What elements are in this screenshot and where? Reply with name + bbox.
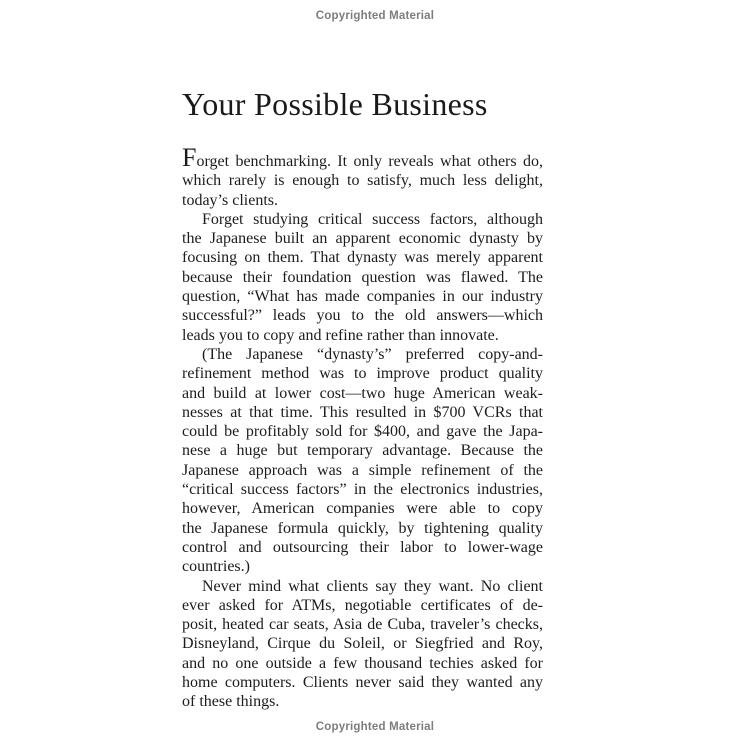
text-line: Disneyland, Cirque du Soleil, or Siegfried and Roy, bbox=[182, 635, 543, 653]
text-line: countries.) bbox=[182, 558, 250, 576]
text-line: the Japanese formula quickly, by tightening quality bbox=[182, 519, 543, 537]
text-line: Forget studying critical success factors, although bbox=[202, 210, 543, 228]
paragraph bbox=[182, 345, 543, 577]
text-line: however, American companies were able to copy bbox=[182, 500, 543, 518]
text-line: Japanese approach was a simple refinement of the bbox=[182, 461, 543, 479]
text-line: “critical success factors” in the electronics industries, bbox=[182, 481, 543, 499]
text-line: (The Japanese “dynasty’s” preferred copy-and- bbox=[202, 345, 543, 363]
text-line: today’s clients. bbox=[182, 191, 278, 209]
initial-cap: F bbox=[182, 143, 197, 172]
text-line: ever asked for ATMs, negotiable certificates of de- bbox=[182, 596, 543, 614]
text-line: because their foundation question was flawed. The bbox=[182, 268, 543, 286]
text-line: refinement method was to improve product quality bbox=[182, 365, 543, 383]
text-line: and no one outside a few thousand techies asked for bbox=[182, 654, 543, 672]
text-line: nese a huge but temporary advantage. Because the bbox=[182, 442, 543, 460]
text-line: question, “What has made companies in our industry bbox=[182, 288, 543, 306]
text-line: home computers. Clients never said they wanted any bbox=[182, 674, 543, 692]
copyright-notice-bottom: Copyrighted Material bbox=[315, 721, 435, 733]
text-line: focusing on them. That dynasty was merely apparent bbox=[182, 249, 543, 267]
text-line: and build at lower cost—two huge American weak- bbox=[182, 384, 543, 402]
text-line: Never mind what clients say they want. No client bbox=[202, 577, 543, 595]
paragraph bbox=[182, 210, 543, 345]
text-line: successful?” leads you to the old answers—which bbox=[182, 307, 543, 325]
text-line: Forget benchmarking. It only reveals what others do, bbox=[182, 143, 543, 172]
body-text bbox=[182, 143, 543, 712]
text-line: leads you to copy and refine rather than innovate. bbox=[182, 326, 499, 344]
copyright-notice-top: Copyrighted Material bbox=[315, 10, 435, 22]
text-line: control and outsourcing their labor to lower-wage bbox=[182, 538, 543, 556]
text-line: could be profitably sold for $400, and gave the Japa- bbox=[182, 423, 543, 441]
paragraph bbox=[182, 143, 543, 210]
text-line: which rarely is enough to satisfy, much less delight, bbox=[182, 172, 543, 190]
text-line: posit, heated car seats, Asia de Cuba, traveler’s checks, bbox=[182, 616, 543, 634]
text-line: nesses at that time. This resulted in $700 VCRs that bbox=[182, 403, 543, 421]
text-line: the Japanese built an apparent economic dynasty by bbox=[182, 230, 543, 248]
text-line: of these things. bbox=[182, 693, 280, 711]
paragraph bbox=[182, 577, 543, 712]
chapter-title: Your Possible Business bbox=[182, 86, 488, 122]
